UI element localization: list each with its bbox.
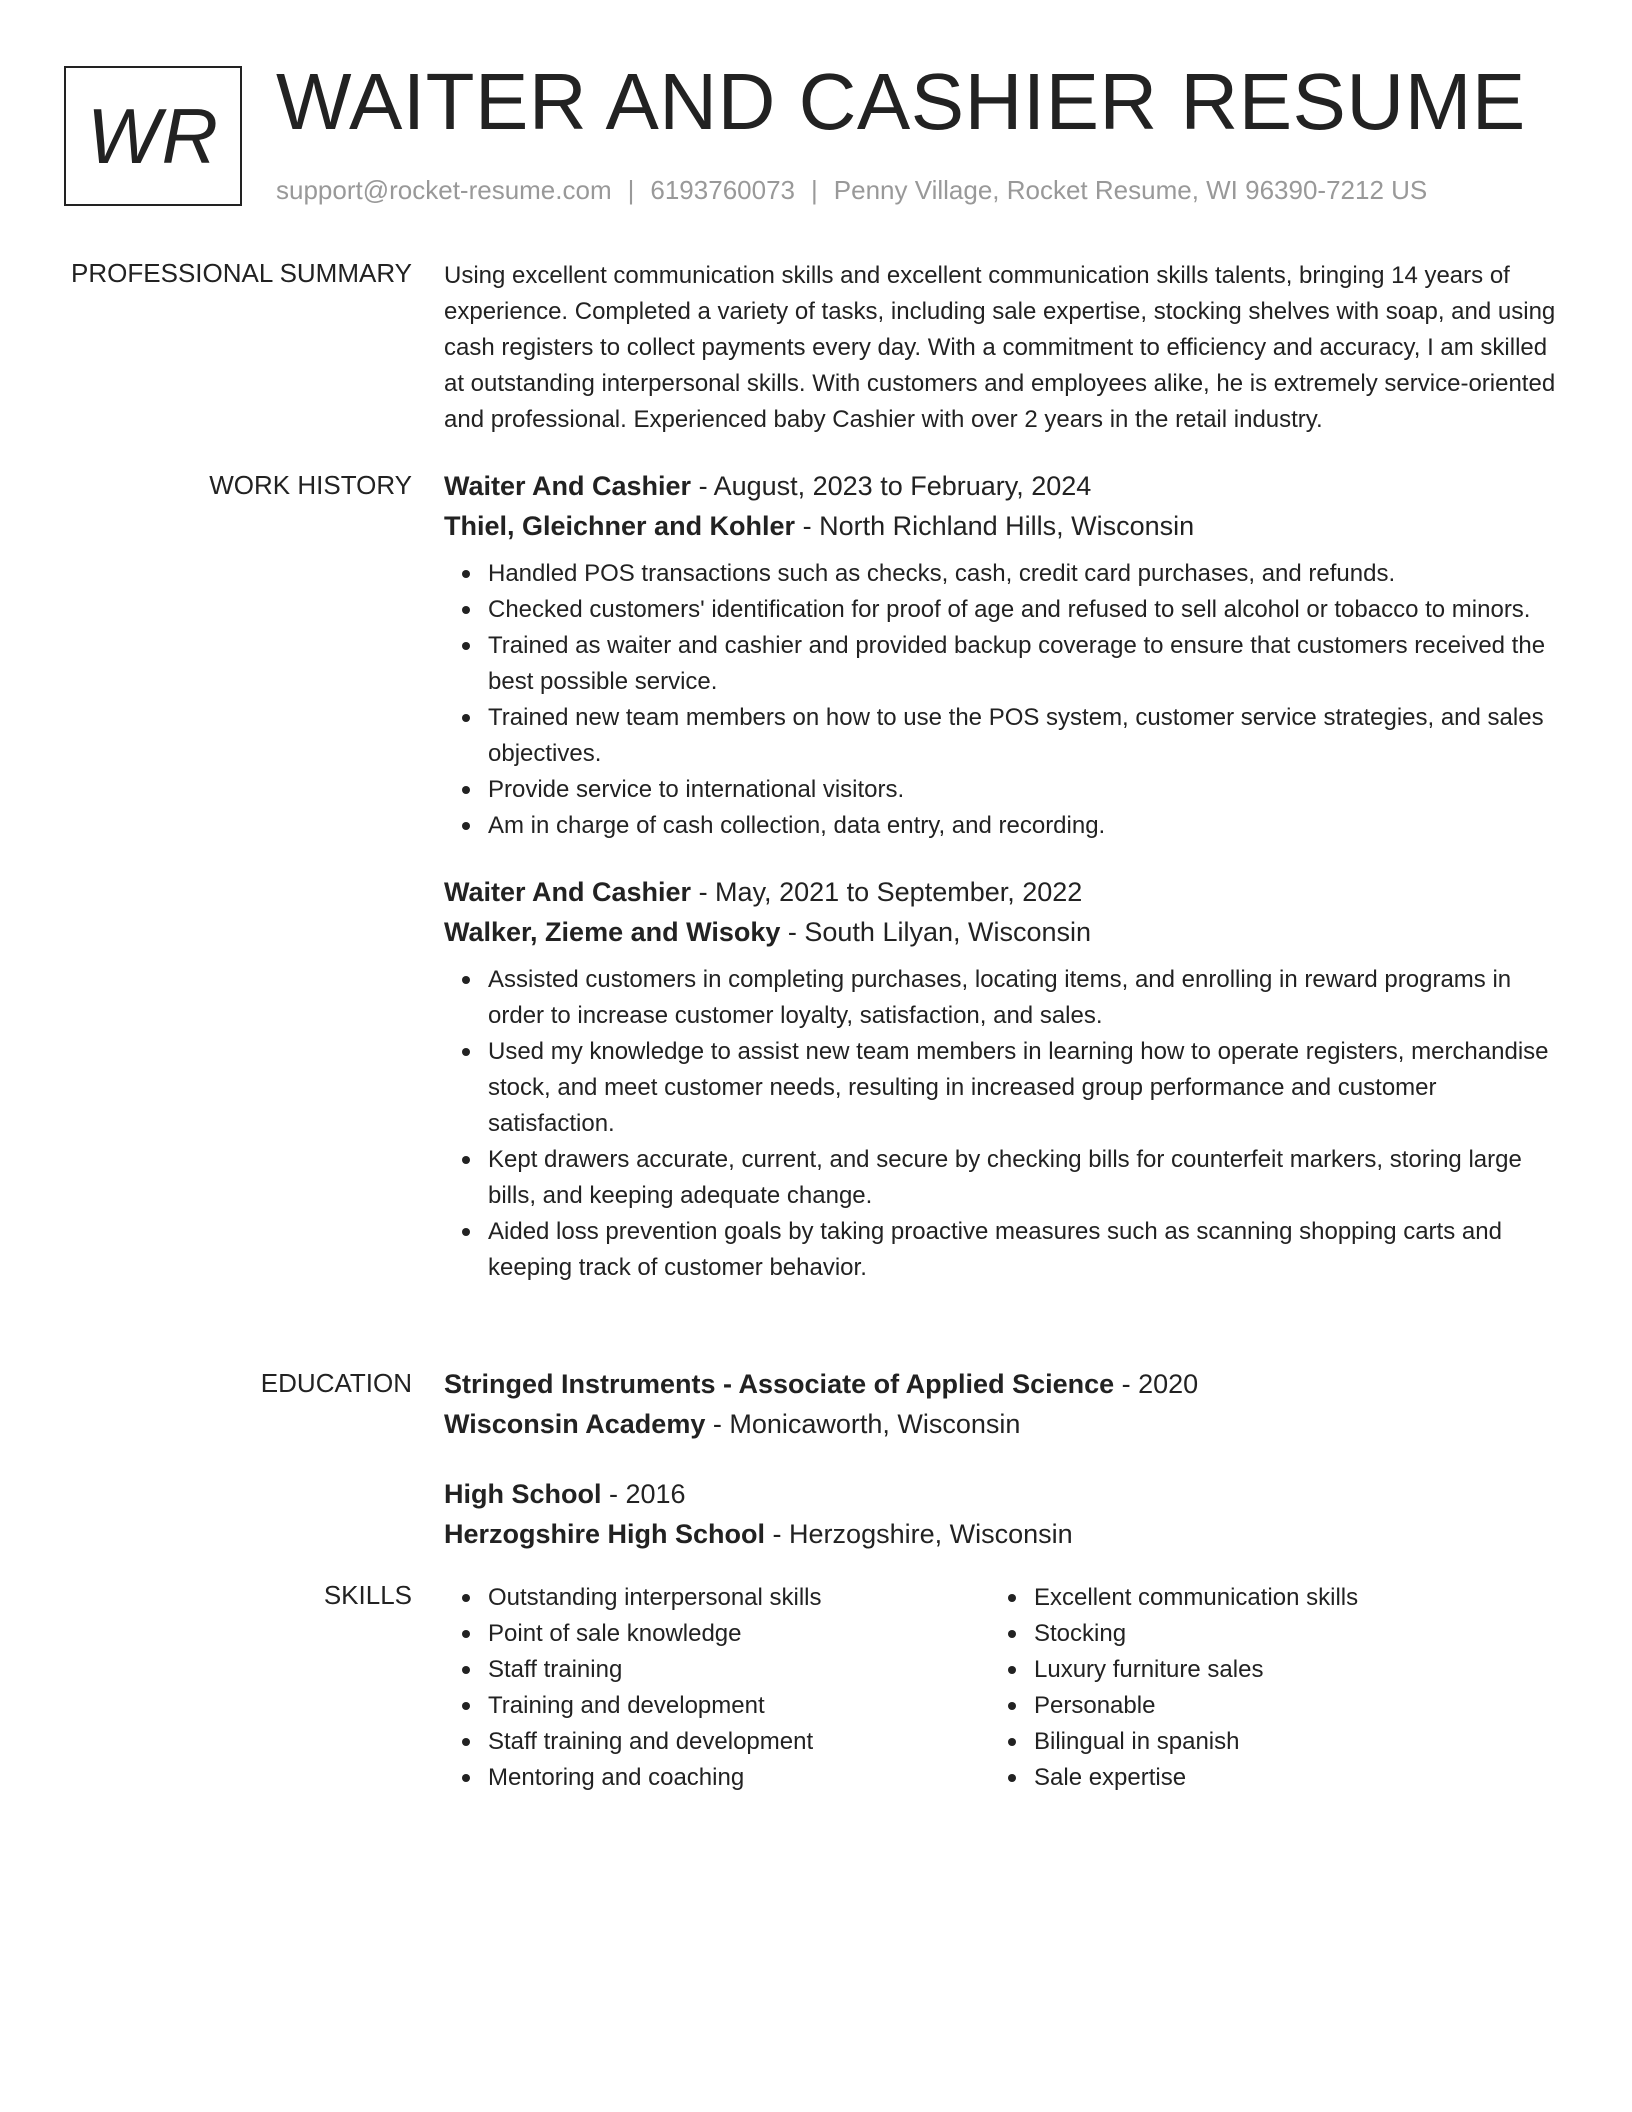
job-dates: - May, 2021 to September, 2022 bbox=[691, 877, 1083, 907]
contact-separator: | bbox=[627, 175, 635, 205]
skill-item: Outstanding interpersonal skills bbox=[488, 1580, 990, 1616]
degree-line bbox=[444, 1474, 1556, 1514]
job-duty: Handled POS transactions such as checks, cash, credit card purchases, and refunds. bbox=[488, 556, 1556, 592]
job-duty: Kept drawers accurate, current, and secure by checking bills for counterfeit markers, storing large bills, and keeping adequate change. bbox=[488, 1142, 1556, 1214]
school-line bbox=[444, 1514, 1556, 1554]
school-location: - Monicaworth, Wisconsin bbox=[705, 1409, 1021, 1439]
skill-item: Sale expertise bbox=[1034, 1760, 1536, 1796]
job-title: Waiter And Cashier bbox=[444, 877, 692, 907]
skill-item: Mentoring and coaching bbox=[488, 1760, 990, 1796]
job-duty: Am in charge of cash collection, data entry, and recording. bbox=[488, 808, 1556, 844]
skill-item: Point of sale knowledge bbox=[488, 1616, 990, 1652]
skill-item: Training and development bbox=[488, 1688, 990, 1724]
contact-email[interactable]: support@rocket-resume.com bbox=[276, 175, 612, 205]
skills-columns bbox=[444, 1580, 1556, 1796]
job-duties bbox=[444, 556, 1556, 844]
job-duty: Trained as waiter and cashier and provided backup coverage to ensure that customers received the best possible service. bbox=[488, 628, 1556, 700]
work-history-body bbox=[444, 466, 1556, 1286]
summary-heading: PROFESSIONAL SUMMARY bbox=[71, 258, 412, 288]
contact-separator: | bbox=[811, 175, 818, 205]
skills-list bbox=[444, 1580, 990, 1796]
education-entry bbox=[444, 1364, 1556, 1444]
job-company: Walker, Zieme and Wisoky bbox=[444, 917, 781, 947]
monogram-logo: WR bbox=[64, 66, 242, 206]
education-entry bbox=[444, 1474, 1556, 1554]
skill-item: Staff training and development bbox=[488, 1724, 990, 1760]
job-location: - South Lilyan, Wisconsin bbox=[780, 917, 1092, 947]
education-body bbox=[444, 1364, 1556, 1554]
skill-item: Bilingual in spanish bbox=[1034, 1724, 1536, 1760]
school-line bbox=[444, 1404, 1556, 1444]
skill-item: Staff training bbox=[488, 1652, 990, 1688]
job-duty: Assisted customers in completing purchases, locating items, and enrolling in reward programs in order to increase customer loyalty, satisfaction, and sales. bbox=[488, 962, 1556, 1034]
job-title-line bbox=[444, 466, 1556, 506]
job-entry bbox=[444, 466, 1556, 844]
job-dates: - August, 2023 to February, 2024 bbox=[691, 471, 1092, 501]
contact-phone[interactable]: 6193760073 bbox=[650, 175, 795, 205]
job-location: - North Richland Hills, Wisconsin bbox=[795, 511, 1195, 541]
skills-body bbox=[444, 1580, 1556, 1796]
job-company: Thiel, Gleichner and Kohler bbox=[444, 511, 796, 541]
work-history-heading: WORK HISTORY bbox=[209, 470, 412, 500]
degree: High School bbox=[444, 1479, 602, 1509]
school: Herzogshire High School bbox=[444, 1519, 766, 1549]
job-company-line bbox=[444, 912, 1556, 952]
job-duty: Provide service to international visitors. bbox=[488, 772, 1556, 808]
education-heading: EDUCATION bbox=[260, 1368, 412, 1398]
graduation-year: - 2016 bbox=[601, 1479, 686, 1509]
job-duty: Aided loss prevention goals by taking proactive measures such as scanning shopping carts and keeping track of customer behavior. bbox=[488, 1214, 1556, 1286]
job-duty: Checked customers' identification for proof of age and refused to sell alcohol or tobacco to minors. bbox=[488, 592, 1556, 628]
job-title: Waiter And Cashier bbox=[444, 471, 692, 501]
summary-text: Using excellent communication skills and excellent communication skills talents, bringing 14 years of experience. Completed a variety of tasks, including sale expertise, stocking shelves with soap, and using cash registers to collect payments every day. With a commitment to efficiency and accuracy, I am skilled at outstanding interpersonal skills. With customers and employees alike, he is extremely service-oriented and professional. Experienced baby Cashier with over 2 years in the retail industry. bbox=[444, 262, 1556, 433]
graduation-year: - 2020 bbox=[1114, 1369, 1199, 1399]
contact-line bbox=[276, 175, 1427, 206]
school-location: - Herzogshire, Wisconsin bbox=[765, 1519, 1073, 1549]
job-duties bbox=[444, 962, 1556, 1286]
school: Wisconsin Academy bbox=[444, 1409, 706, 1439]
job-title-line bbox=[444, 872, 1556, 912]
skill-item: Personable bbox=[1034, 1688, 1536, 1724]
skills-list bbox=[990, 1580, 1536, 1796]
job-duty: Trained new team members on how to use the POS system, customer service strategies, and sales objectives. bbox=[488, 700, 1556, 772]
job-entry bbox=[444, 872, 1556, 1286]
resume-title: WAITER AND CASHIER RESUME bbox=[276, 57, 1526, 146]
skills-heading: SKILLS bbox=[323, 1580, 412, 1610]
job-duty: Used my knowledge to assist new team members in learning how to operate registers, merchandise stock, and meet customer needs, resulting in increased group performance and customer satisfaction. bbox=[488, 1034, 1556, 1142]
skills-column-right bbox=[990, 1580, 1536, 1796]
skill-item: Excellent communication skills bbox=[1034, 1580, 1536, 1616]
job-company-line bbox=[444, 506, 1556, 546]
degree: Stringed Instruments - Associate of Applied Science bbox=[444, 1369, 1115, 1399]
skills-column-left bbox=[444, 1580, 990, 1796]
skill-item: Luxury furniture sales bbox=[1034, 1652, 1536, 1688]
skill-item: Stocking bbox=[1034, 1616, 1536, 1652]
degree-line bbox=[444, 1364, 1556, 1404]
contact-address: Penny Village, Rocket Resume, WI 96390-7212 US bbox=[833, 175, 1428, 205]
